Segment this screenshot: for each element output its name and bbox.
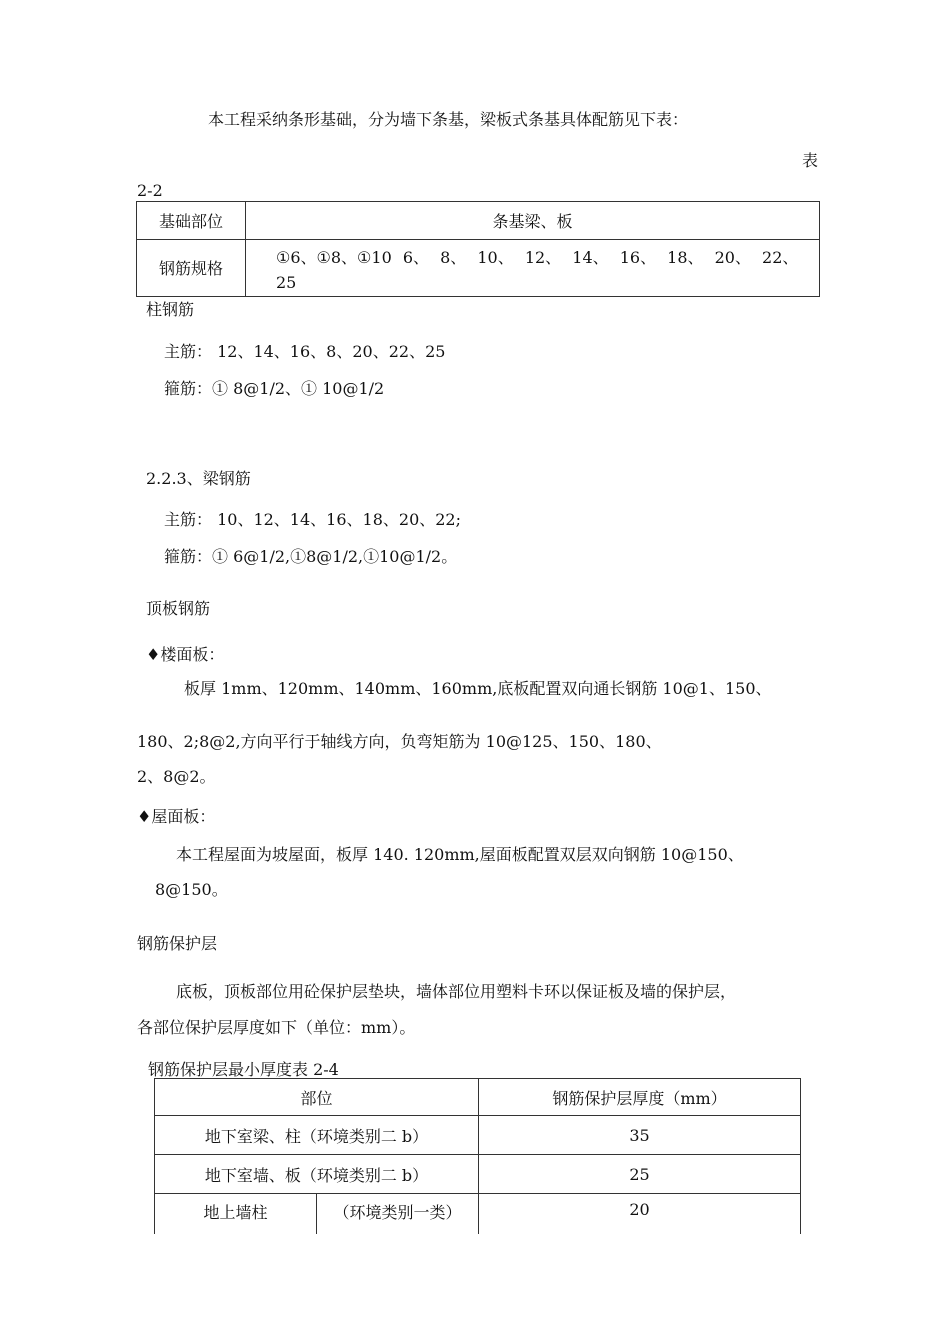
table-row	[155, 1079, 801, 1116]
roof-slab-title: 顶板钢筋	[146, 599, 211, 618]
beam-stirrups: 箍筋：① 6@1/2,①8@1/2,①10@1/2。	[164, 547, 458, 566]
cover-para-line2: 各部位保护层厚度如下（单位：mm）。	[137, 1018, 416, 1037]
column-title: 柱钢筋	[146, 300, 195, 319]
table-row	[137, 240, 820, 297]
column-main-bars: 主筋： 12、14、16、8、20、22、25	[164, 342, 446, 361]
cover-thickness-table	[154, 1078, 801, 1234]
table-cell: （环境类别一类）	[317, 1194, 479, 1235]
floor-slab-line1: 板厚 1mm、120mm、140mm、160mm,底板配置双向通长钢筋 10@1、150、	[184, 679, 772, 698]
beam-title: 2.2.3、梁钢筋	[146, 469, 251, 488]
column-stirrups: 箍筋：① 8@1/2、① 10@1/2	[164, 379, 385, 398]
table-row	[155, 1194, 801, 1235]
table-cell: 25	[479, 1155, 801, 1194]
table-cell: 条基梁、板	[246, 202, 820, 240]
table-cell: 35	[479, 1116, 801, 1155]
table-header-cell: 钢筋保护层厚度（mm）	[479, 1079, 801, 1116]
floor-slab-line2: 180、2;8@2,方向平行于轴线方向，负弯矩筋为 10@125、150、180、	[137, 732, 662, 751]
table-cell: 地下室梁、柱（环境类别二 b）	[155, 1116, 479, 1155]
table-cell: 地上墙柱	[155, 1194, 317, 1235]
table-cell: 地下室墙、板（环境类别二 b）	[155, 1155, 479, 1194]
floor-slab-title: ♦楼面板：	[146, 645, 225, 664]
table-row	[137, 202, 820, 240]
intro-text: 本工程采纳条形基础，分为墙下条基，梁板式条基具体配筋见下表：	[208, 110, 689, 129]
rebar-spec-text: ①6、①8、①10 6、 8、 10、 12、 14、 16、 18、 20、 22、 25	[276, 248, 799, 292]
table-row	[155, 1155, 801, 1194]
floor-slab-line3: 2、8@2。	[137, 767, 216, 786]
table-cell: 20	[479, 1194, 801, 1235]
beam-main-bars: 主筋： 10、12、14、16、18、20、22;	[164, 510, 461, 529]
table-header-cell: 基础部位	[137, 202, 246, 240]
cover-table-caption: 钢筋保护层最小厚度表 2-4	[148, 1060, 339, 1079]
cover-title: 钢筋保护层	[137, 934, 218, 953]
table-header-cell: 部位	[155, 1079, 479, 1116]
table1-label-b: 2-2	[137, 181, 163, 200]
table1-label-a: 表	[802, 151, 819, 170]
table-header-cell: 钢筋规格	[137, 240, 246, 297]
table-cell	[246, 240, 820, 297]
cover-para-line1: 底板，顶板部位用砼保护层垫块，墙体部位用塑料卡环以保证板及墙的保护层，	[176, 982, 737, 1001]
reinforcement-spec-table	[136, 201, 820, 297]
table-row	[155, 1116, 801, 1155]
roof-line2: 8@150。	[155, 880, 228, 899]
roof-line1: 本工程屋面为坡屋面，板厚 140. 120mm,屋面板配置双层双向钢筋 10@150、	[176, 845, 744, 864]
roof-title: ♦屋面板：	[137, 807, 216, 826]
